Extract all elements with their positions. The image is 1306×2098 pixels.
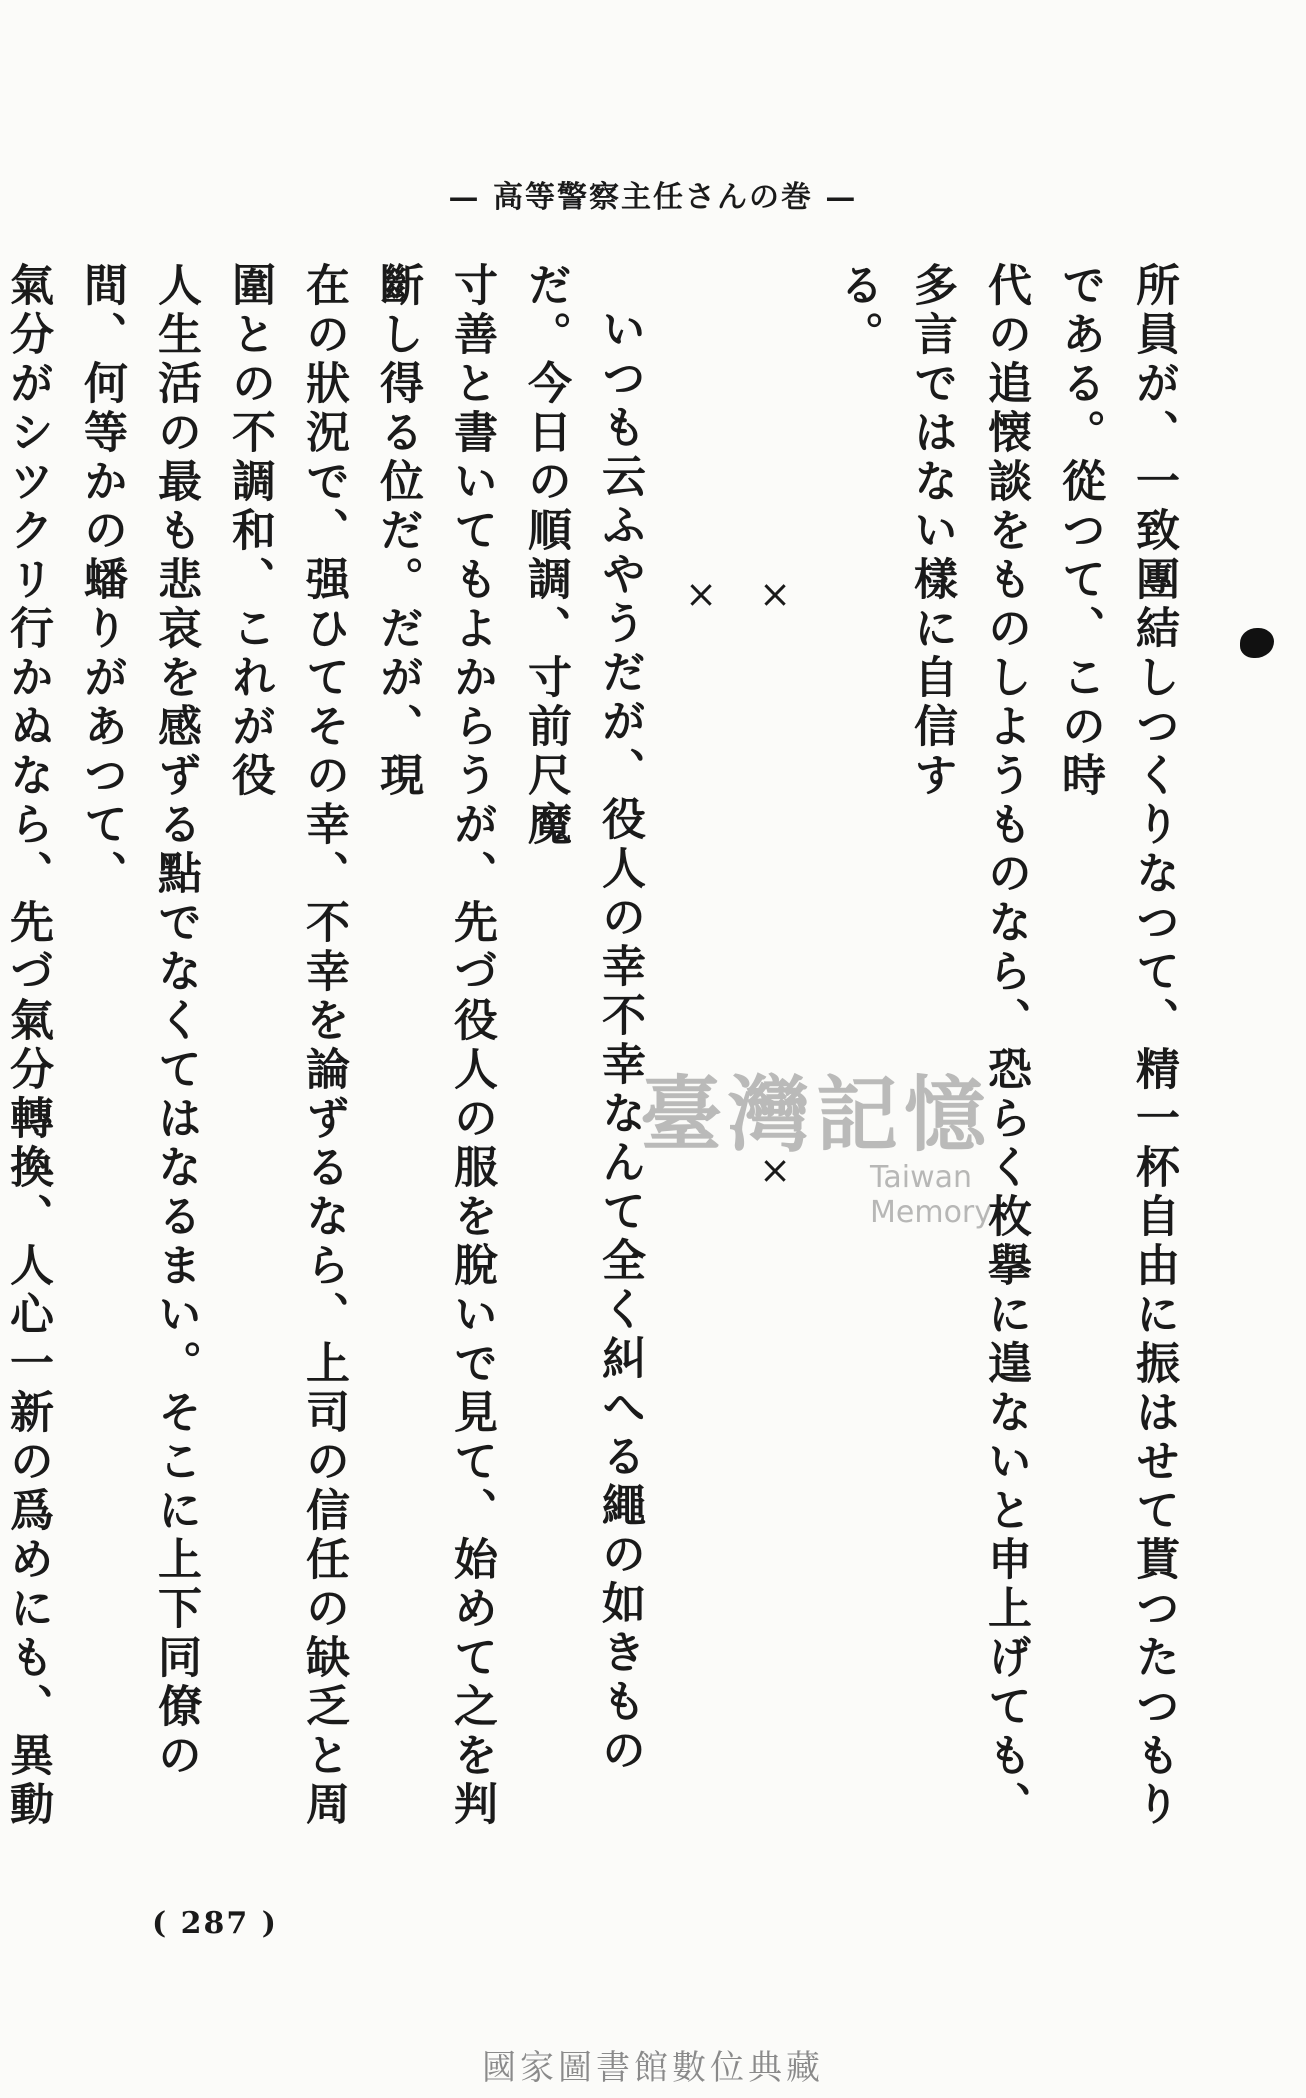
text-column: る。 (832, 262, 883, 360)
text-column: 代の追懐談をものしようものなら、恐らく枚擧に遑ないと申上げても、多言ではない樣に自信す (906, 262, 1031, 1830)
text-column: 在の狀況で、强ひてその幸、不幸を論ずるなら、上司の信任の缺乏と周圍との不調和、これが役 (224, 262, 349, 1830)
watermark-english: Taiwan Memory (870, 1160, 993, 1230)
text-column: 氣分がシツクリ行かぬなら、先づ氣分轉換、人心一新の爲めにも、異動 (2, 262, 53, 1830)
section-break: × × × (679, 572, 797, 1453)
text-column: 寸善と書いてもよからうが、先づ役人の服を脫いで見て、始めて之を判斷し得る位だ。だが、現 (372, 262, 497, 1830)
text-column: いつも云ふやうだが、役人の幸不幸なんて全く糾へる繩の如きものだ。今日の順調、寸前尺魔 (520, 262, 645, 1776)
page-number: ( 287 ) (152, 1906, 278, 1941)
running-head: — 高等警察主任さんの巻 — (448, 180, 858, 215)
ink-blot (1240, 628, 1274, 658)
watermark-logo-text: 臺灣記憶 (640, 1067, 993, 1163)
text-column: 人生活の最も悲哀を感ずる點でなくてはなるまい。そこに上下同僚の間、何等かの蟠りがあつて、 (76, 262, 201, 1781)
footer-credit: 國家圖書館數位典藏 (482, 2048, 824, 2088)
text-column: 所員が、一致團結しつくりなつて、精一杯自由に振はせて貰つたつもりである。從つて、この時 (1054, 262, 1179, 1830)
watermark (640, 1050, 1100, 1230)
